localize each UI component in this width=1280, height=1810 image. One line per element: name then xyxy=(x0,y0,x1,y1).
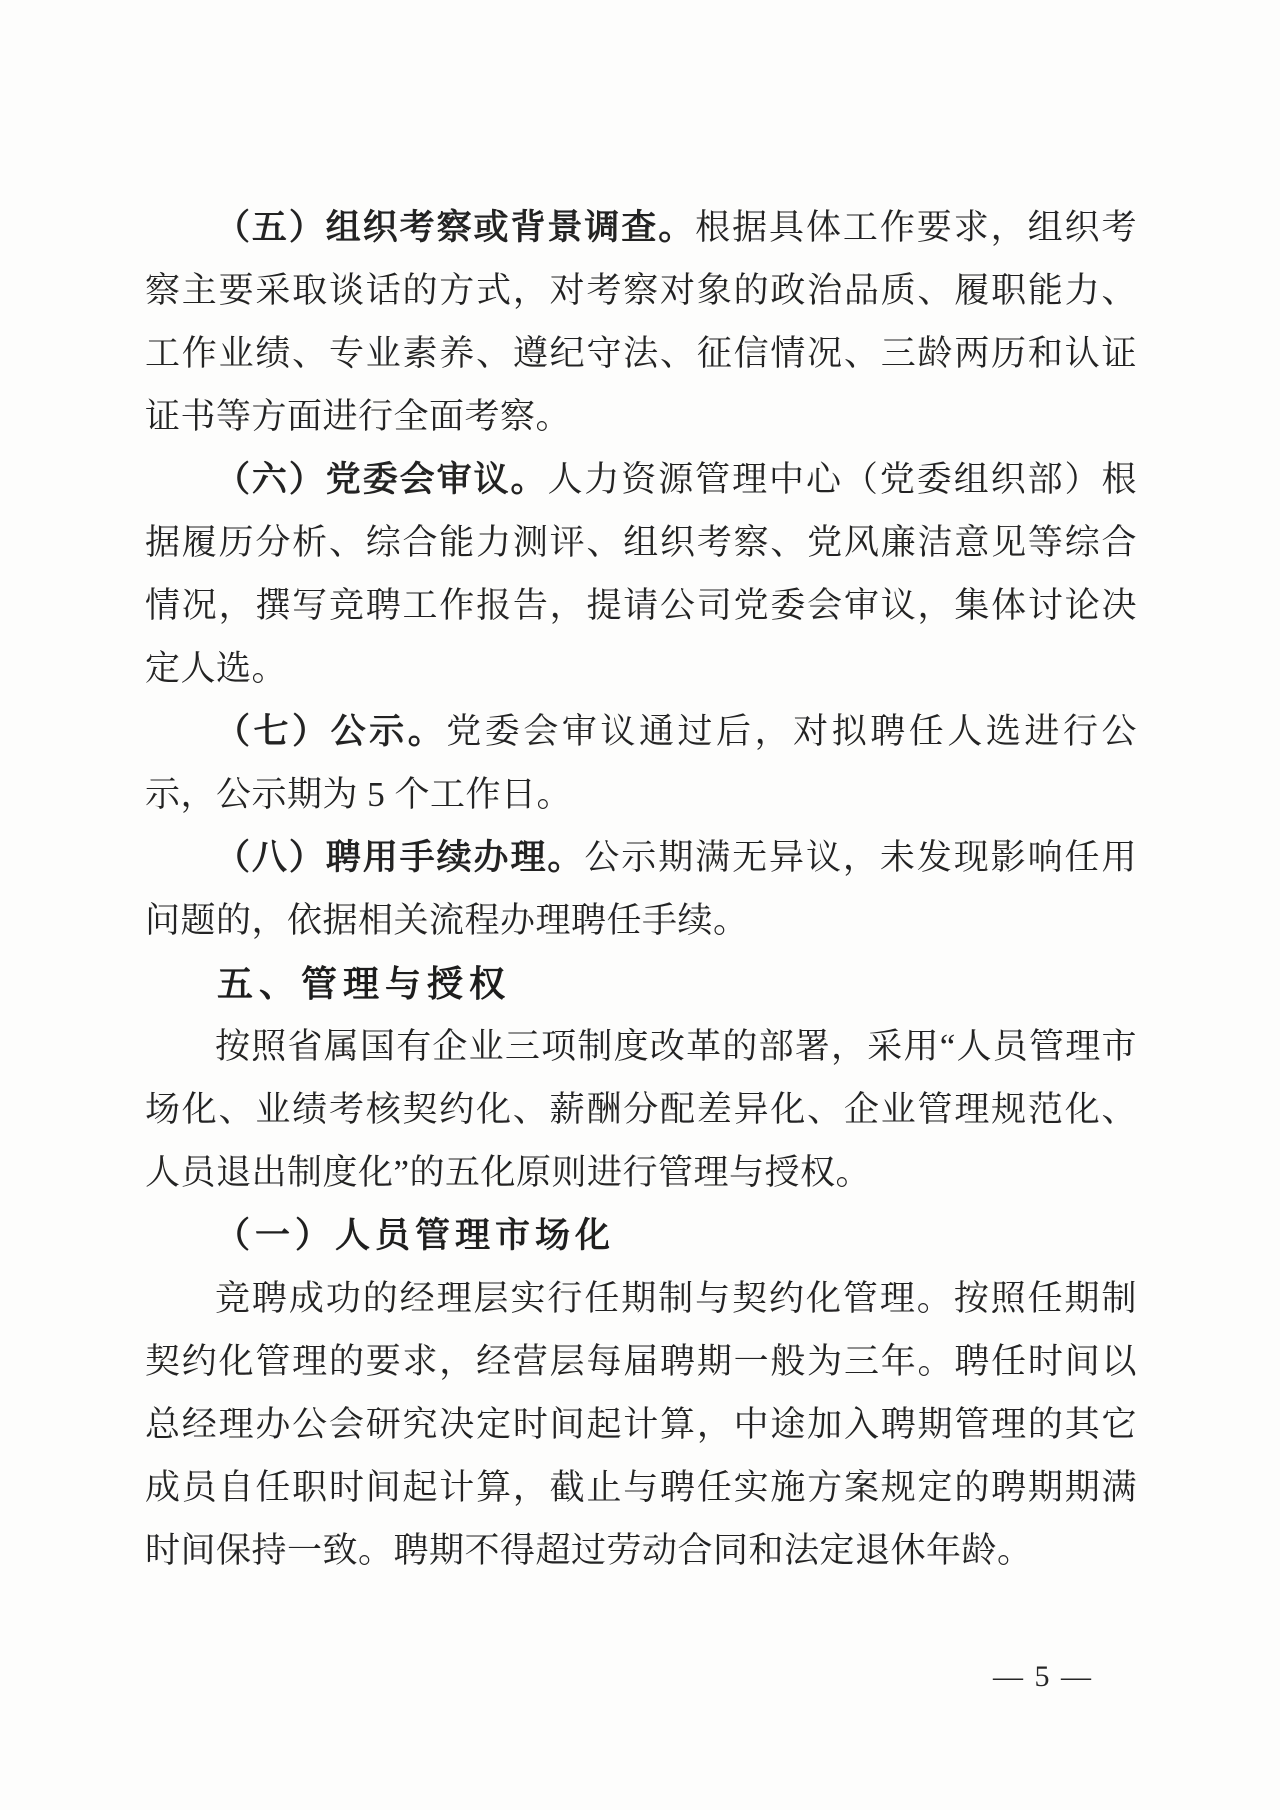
page-number xyxy=(993,1660,1093,1694)
paragraph-item-6-party-committee-review xyxy=(145,448,1137,700)
paragraph-text: 竞聘成功的经理层实行任期制与契约化管理。按照任期制契约化管理的要求，经营层每届聘期一般为三年。聘任时间以总经理办公会研究决定时间起计算，中途加入聘期管理的其它成员自任职时间起计算，截止与聘任实施方案规定的聘期期满时间保持一致。聘期不得超过劳动合同和法定退休年龄。 xyxy=(145,1279,1137,1570)
paragraph-lead: （六）党委会审议。 xyxy=(215,460,548,499)
paragraph-lead: （八）聘用手续办理。 xyxy=(215,838,585,877)
paragraph-item-8-hiring-procedures xyxy=(145,826,1137,952)
document-body xyxy=(145,196,1137,1582)
paragraph-item-5-organization-inspection xyxy=(145,196,1137,448)
paragraph-tenure-contract-management xyxy=(145,1267,1137,1582)
subsection-heading-personnel-marketization: （一）人员管理市场化 xyxy=(215,1216,616,1255)
paragraph-five-principles xyxy=(145,1015,1137,1204)
paragraph-lead: （五）组织考察或背景调查。 xyxy=(215,208,696,247)
paragraph-text: 按照省属国有企业三项制度改革的部署，采用“人员管理市场化、业绩考核契约化、薪酬分配差异化、企业管理规范化、人员退出制度化”的五化原则进行管理与授权。 xyxy=(145,1027,1137,1192)
page-number-text: — 5 — xyxy=(993,1660,1093,1693)
paragraph-item-7-public-notice xyxy=(145,700,1137,826)
paragraph-text: 根据具体工作要求，组织考察主要采取谈话的方式，对考察对象的政治品质、履职能力、工作业绩、专业素养、遵纪守法、征信情况、三龄两历和认证证书等方面进行全面考察。 xyxy=(145,208,1137,436)
paragraph-text: 党委会审议通过后，对拟聘任人选进行公示，公示期为 5 个工作日。 xyxy=(145,712,1137,814)
paragraph-text: 公示期满无异议，未发现影响任用问题的，依据相关流程办理聘任手续。 xyxy=(145,838,1137,940)
section-heading-management-authorization: 五、管理与授权 xyxy=(217,963,512,1004)
paragraph-text: 人力资源管理中心（党委组织部）根据履历分析、综合能力测评、组织考察、党风廉洁意见等综合情况，撰写竞聘工作报告，提请公司党委会审议，集体讨论决定人选。 xyxy=(145,460,1137,688)
paragraph-lead: （七）公示。 xyxy=(215,712,447,751)
